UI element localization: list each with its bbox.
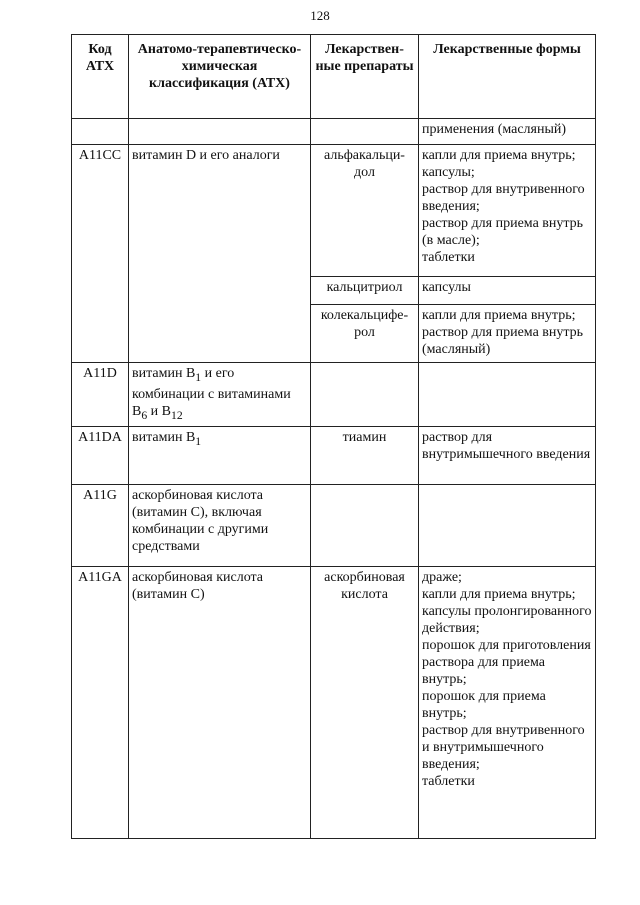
cell-code: A11GA (72, 566, 129, 838)
cell-drug-colecalciferol: колекальцифе- рол (311, 305, 419, 363)
cell-drug-empty (311, 363, 419, 427)
cell-code: A11DA (72, 426, 129, 484)
class-text: витамин B (132, 429, 196, 445)
cell-drug-alfacalcidol: альфакальци- дол (311, 145, 419, 277)
header-code: Код АТХ (72, 35, 129, 119)
page-number: 128 (310, 8, 330, 23)
header-drugs: Лекарствен-ные препараты (311, 35, 419, 119)
class-text: и B (147, 403, 172, 419)
class-text: и его комбинации с витаминами B (132, 366, 291, 419)
cell-code-empty (72, 119, 129, 145)
cell-drug-empty (311, 484, 419, 566)
table-header-row (72, 35, 596, 119)
cell-code: A11CC (72, 145, 129, 363)
cell-forms-colecalciferol: капли для приема внутрь; раствор для приема внутрь (масляный) (419, 305, 596, 363)
cell-classification (129, 363, 311, 427)
cell-class-empty (129, 119, 311, 145)
cell-code: A11G (72, 484, 129, 566)
cell-forms-thiamine: раствор для внутримышечного введения (419, 426, 596, 484)
table-row-a11da (72, 426, 596, 484)
table-row-a11ga (72, 566, 596, 838)
cell-code: A11D (72, 363, 129, 427)
cell-drug-calcitriol: кальцитриол (311, 277, 419, 305)
table-row-continuation (72, 119, 596, 145)
subscript: 12 (171, 408, 183, 422)
cell-forms: применения (масляный) (419, 119, 596, 145)
cell-classification: аскорбиновая кислота (витамин C) (129, 566, 311, 838)
class-text: витамин B (132, 366, 196, 381)
header-forms: Лекарственные формы (419, 35, 596, 119)
cell-drug-empty (311, 119, 419, 145)
cell-forms-calcitriol: капсулы (419, 277, 596, 305)
cell-classification: витамин D и его аналоги (129, 145, 311, 363)
cell-forms-empty (419, 363, 596, 427)
cell-drug-ascorbic-acid: аскорбиновая кислота (311, 566, 419, 838)
cell-forms-empty (419, 484, 596, 566)
cell-drug-thiamine: тиамин (311, 426, 419, 484)
cell-forms-alfacalcidol: капли для приема внутрь; капсулы; раствор для внутривенного введения; раствор для приема внутрь (в масле); таблетки (419, 145, 596, 277)
table-row-a11g (72, 484, 596, 566)
cell-classification: аскорбиновая кислота (витамин C), включая комбинации с другими средствами (129, 484, 311, 566)
cell-forms-ascorbic-acid: драже; капли для приема внутрь; капсулы пролонгированного действия; порошок для приготовления раствора для приема внутрь; порошок для приема внутрь; раствор для внутривенного и внутримышечного введения; таблетки (419, 566, 596, 838)
atx-table (71, 34, 596, 839)
cell-classification (129, 426, 311, 484)
header-classification: Анатомо-терапевтическо-химическая классификация (АТХ) (129, 35, 311, 119)
subscript: 1 (195, 370, 202, 384)
table-row-a11d (72, 363, 596, 427)
subscript: 6 (141, 408, 148, 422)
table-row-a11cc (72, 145, 596, 277)
subscript: 1 (195, 434, 202, 448)
